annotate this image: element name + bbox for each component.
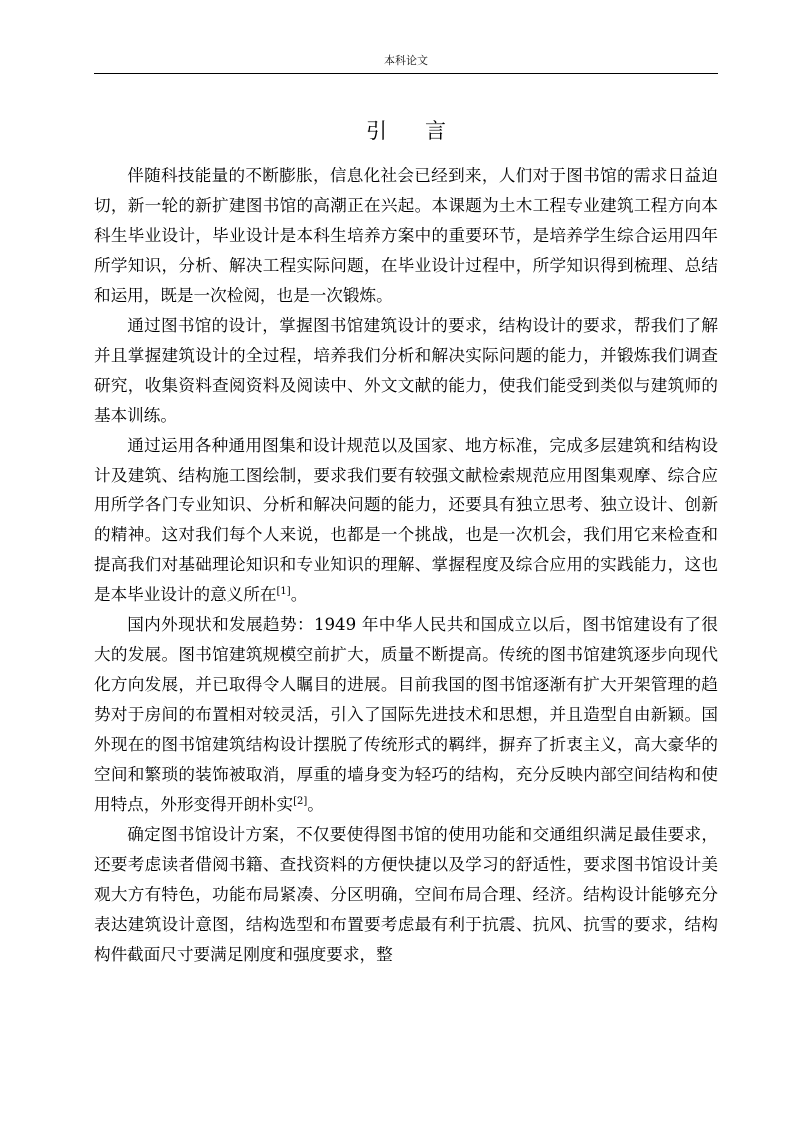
- paragraph: [94, 311, 718, 431]
- body-text: [94, 161, 718, 970]
- paragraph-tail: 。: [290, 585, 308, 605]
- paragraph: [94, 610, 718, 820]
- citation-marker: [2]: [293, 796, 308, 808]
- section-title: 引言: [366, 119, 484, 143]
- paragraph-text: 通过运用各种通用图集和设计规范以及国家、地方标准，完成多层建筑和结构设计及建筑、结构施工图绘制，要求我们要有较强文献检索规范应用图集观摩、综合应用所学各门专业知识、分析和解决问题的能力，还要具有独立思考、独立设计、创新的精神。这对我们每个人来说，也都是一个挑战，也是一次机会，我们用它来检查和提高我们对基础理论知识和专业知识的理解、掌握程度及综合应用的实践能力，这也是本毕业设计的意义所在: [94, 435, 718, 605]
- running-header: 本科论文: [384, 54, 428, 67]
- paragraph: [94, 431, 718, 611]
- header-rule: [94, 73, 718, 74]
- citation-marker: [1]: [276, 586, 291, 598]
- paragraph-text: 伴随科技能量的不断膨胀，信息化社会已经到来，人们对于图书馆的需求日益迫切，新一轮的新扩建图书馆的高潮正在兴起。本课题为土木工程专业建筑工程方向本科生毕业设计，毕业设计是本科生培养方案中的重要环节，是培养学生综合运用四年所学知识，分析、解决工程实际问题，在毕业设计过程中，所学知识得到梳理、总结和运用，既是一次检阅，也是一次锻炼。: [94, 166, 718, 305]
- paragraph: [94, 161, 718, 311]
- paragraph-text: 通过图书馆的设计，掌握图书馆建筑设计的要求，结构设计的要求，帮我们了解并且掌握建筑设计的全过程，培养我们分析和解决实际问题的能力，并锻炼我们调查研究，收集资料查阅资料及阅读中、外文文献的能力，使我们能受到类似与建筑师的基本训练。: [94, 315, 718, 425]
- paragraph: [94, 820, 718, 970]
- paragraph-text: 确定图书馆设计方案，不仅要使得图书馆的使用功能和交通组织满足最佳要求，还要考虑读者借阅书籍、查找资料的方便快捷以及学习的舒适性，要求图书馆设计美观大方有特色，功能布局紧凑、分区明确，空间布局合理、经济。结构设计能够充分表达建筑设计意图，结构选型和布置要考虑最有利于抗震、抗风、抗雪的要求，结构构件截面尺寸要满足刚度和强度要求，整: [94, 824, 718, 964]
- paragraph-tail: 。: [307, 795, 324, 815]
- paragraph-text: 国内外现状和发展趋势：1949 年中华人民共和国成立以后，图书馆建设有了很大的发展。图书馆建筑规模空前扩大，质量不断提高。传统的图书馆建筑逐步向现代化方向发展，并已取得令人瞩目的进展。目前我国的图书馆逐渐有扩大开架管理的趋势对于房间的布置相对较灵活，引入了国际先进技术和思想，并且造型自由新颖。国外现在的图书馆建筑结构设计摆脱了传统形式的羁绊，摒弃了折衷主义，高大豪华的空间和繁琐的装饰被取消，厚重的墙身变为轻巧的结构，充分反映内部空间结构和使用特点，外形变得开朗朴实: [94, 615, 718, 815]
